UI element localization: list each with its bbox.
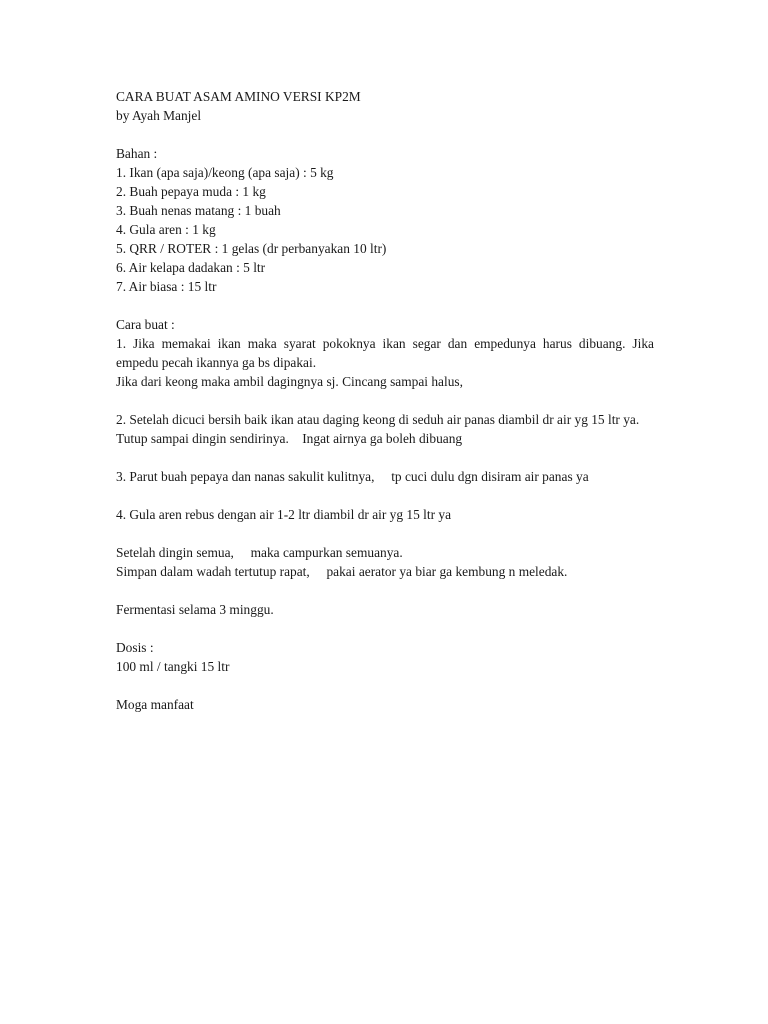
step-1-line-1: 1. Jika memakai ikan maka syarat pokoknya ikan segar dan empedunya harus dibuang. Jika xyxy=(116,336,654,351)
document-body xyxy=(116,87,654,714)
ingredient-item: 6. Air kelapa dadakan : 5 ltr xyxy=(116,260,266,275)
ingredient-item: 1. Ikan (apa saja)/keong (apa saja) : 5 kg xyxy=(116,165,334,180)
ingredient-item: 4. Gula aren : 1 kg xyxy=(116,222,216,237)
spacer xyxy=(116,448,654,467)
method-heading: Cara buat : xyxy=(116,317,175,332)
closing-note: Moga manfaat xyxy=(116,697,194,712)
spacer xyxy=(116,125,654,144)
step-1-line-3: Jika dari keong maka ambil dagingnya sj. Cincang sampai halus, xyxy=(116,374,463,389)
step-2-line-2: Tutup sampai dingin sendirinya. Ingat airnya ga boleh dibuang xyxy=(116,431,463,446)
spacer xyxy=(116,524,654,543)
ingredient-item: 2. Buah pepaya muda : 1 kg xyxy=(116,184,266,199)
document-author: by Ayah Manjel xyxy=(116,108,202,123)
dosage-value: 100 ml / tangki 15 ltr xyxy=(116,659,230,674)
spacer xyxy=(116,619,654,638)
step-4: 4. Gula aren rebus dengan air 1-2 ltr diambil dr air yg 15 ltr ya xyxy=(116,507,452,522)
ingredients-list xyxy=(116,163,654,296)
ingredient-item: 3. Buah nenas matang : 1 buah xyxy=(116,203,281,218)
mix-line-2: Simpan dalam wadah tertutup rapat, pakai aerator ya biar ga kembung n meledak. xyxy=(116,564,568,579)
step-3: 3. Parut buah pepaya dan nanas sakulit kulitnya, tp cuci dulu dgn disiram air panas ya xyxy=(116,469,589,484)
mix-line-1: Setelah dingin semua, maka campurkan semuanya. xyxy=(116,545,403,560)
spacer xyxy=(116,296,654,315)
dosage-heading: Dosis : xyxy=(116,640,154,655)
spacer xyxy=(116,486,654,505)
document-title: CARA BUAT ASAM AMINO VERSI KP2M xyxy=(116,89,361,104)
ingredient-item: 7. Air biasa : 15 ltr xyxy=(116,279,217,294)
ingredient-item: 5. QRR / ROTER : 1 gelas (dr perbanyakan 10 ltr) xyxy=(116,241,387,256)
step-2-line-1: 2. Setelah dicuci bersih baik ikan atau daging keong di seduh air panas diambil dr air yg 15 ltr ya. xyxy=(116,412,640,427)
fermentation-note: Fermentasi selama 3 minggu. xyxy=(116,602,274,617)
spacer xyxy=(116,581,654,600)
ingredients-heading: Bahan : xyxy=(116,146,158,161)
spacer xyxy=(116,391,654,410)
spacer xyxy=(116,676,654,695)
step-1-line-2: empedu pecah ikannya ga bs dipakai. xyxy=(116,355,317,370)
